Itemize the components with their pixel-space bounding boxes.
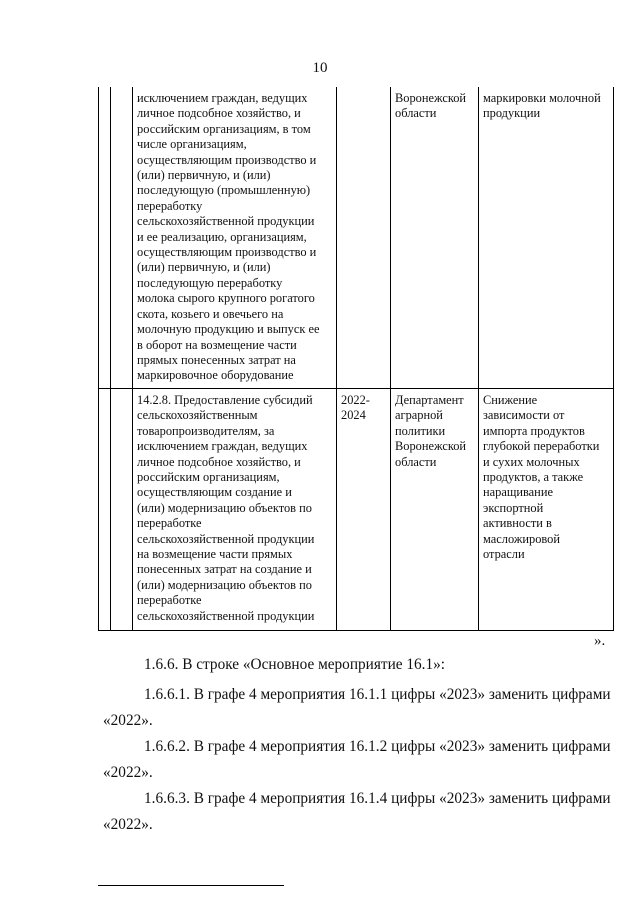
row2-executor-line: Воронежской bbox=[395, 439, 467, 454]
row2-result-line: импорта продуктов bbox=[483, 423, 585, 438]
paragraph-1-6-6-3-continuation: «2022». bbox=[103, 816, 153, 833]
table-border-left bbox=[98, 87, 99, 631]
paragraph-1-6-6: 1.6.6. В строке «Основное мероприятие 16.1»: bbox=[144, 656, 446, 673]
row2-result-line: экспортной bbox=[483, 500, 544, 515]
row2-description-line: 14.2.8. Предоставление субсидий bbox=[137, 393, 313, 407]
row1-description-line: маркировочное оборудование bbox=[137, 368, 294, 383]
row1-result bbox=[483, 91, 601, 122]
row1-description-line: и ее реализацию, организациям, bbox=[137, 229, 307, 244]
row2-description-line: товаропроизводителям, за bbox=[137, 423, 275, 438]
paragraph-1-6-6-1-continuation: «2022». bbox=[103, 712, 153, 729]
row2-period-line: 2022- bbox=[341, 393, 370, 407]
row1-description-line: прямых понесенных затрат на bbox=[137, 352, 296, 367]
row1-description-line: (или) первичную, и (или) bbox=[137, 168, 271, 183]
row1-description-line: осуществляющим производство и bbox=[137, 152, 317, 167]
row2-executor bbox=[395, 393, 466, 470]
paragraph-1-6-6-2-continuation: «2022». bbox=[103, 764, 153, 781]
paragraph-1-6-6-2: 1.6.6.2. В графе 4 мероприятия 16.1.2 цифры «2023» заменить цифрами bbox=[144, 738, 611, 755]
row2-executor-line: аграрной bbox=[395, 408, 443, 423]
row1-result-line: маркировки молочной bbox=[483, 91, 601, 105]
row1-description-line: (или) первичную, и (или) bbox=[137, 260, 271, 275]
row2-result bbox=[483, 393, 599, 562]
program-table bbox=[98, 87, 614, 631]
row2-result-line: масложировой bbox=[483, 531, 560, 546]
row2-period bbox=[341, 393, 370, 424]
row2-result-line: Снижение bbox=[483, 393, 538, 407]
closing-quote: ». bbox=[594, 633, 606, 649]
row1-description bbox=[137, 91, 320, 384]
table-border-col5 bbox=[478, 87, 479, 631]
row1-executor bbox=[395, 91, 466, 122]
table-border-col4 bbox=[390, 87, 391, 631]
row2-description-line: сельскохозяйственной продукции bbox=[137, 531, 315, 546]
paragraph-1-6-6-1: 1.6.6.1. В графе 4 мероприятия 16.1.1 цифры «2023» заменить цифрами bbox=[144, 686, 611, 703]
row1-description-line: скота, козьего и овечьего на bbox=[137, 306, 284, 321]
table-row-divider bbox=[98, 388, 614, 389]
row1-result-line: продукции bbox=[483, 106, 541, 121]
row2-result-line: зависимости от bbox=[483, 408, 565, 423]
page-number: 10 bbox=[312, 60, 328, 76]
row2-description bbox=[137, 393, 314, 624]
row1-description-line: в оборот на возмещение части bbox=[137, 337, 297, 352]
row1-executor-line: области bbox=[395, 106, 437, 121]
row2-result-line: отрасли bbox=[483, 547, 525, 562]
row2-description-line: (или) модернизацию объектов по bbox=[137, 500, 312, 515]
row2-executor-line: области bbox=[395, 454, 437, 469]
row1-executor-line: Воронежской bbox=[395, 91, 467, 105]
row1-description-line: переработку bbox=[137, 198, 203, 213]
row1-description-line: числе организациям, bbox=[137, 137, 247, 152]
row2-description-line: сельскохозяйственной продукции bbox=[137, 608, 315, 623]
paragraph-1-6-6-3: 1.6.6.3. В графе 4 мероприятия 16.1.4 цифры «2023» заменить цифрами bbox=[144, 790, 611, 807]
row1-description-line: сельскохозяйственной продукции bbox=[137, 214, 315, 229]
row2-description-line: осуществляющим создание и bbox=[137, 485, 292, 500]
row1-description-line: исключением граждан, ведущих bbox=[137, 91, 308, 105]
row2-result-line: и сухих молочных bbox=[483, 454, 580, 469]
row2-description-line: (или) модернизацию объектов по bbox=[137, 577, 312, 592]
table-border-col2 bbox=[132, 87, 133, 631]
row2-result-line: активности в bbox=[483, 516, 552, 531]
table-border-col1 bbox=[110, 87, 111, 631]
row1-description-line: российским организациям, в том bbox=[137, 121, 311, 136]
row2-result-line: глубокой переработки bbox=[483, 439, 600, 454]
row1-description-line: молочную продукцию и выпуск ее bbox=[137, 322, 320, 337]
row2-description-line: переработке bbox=[137, 516, 202, 531]
row2-description-line: исключением граждан, ведущих bbox=[137, 439, 308, 454]
row2-executor-line: Департамент bbox=[395, 393, 464, 407]
table-bottom-border bbox=[98, 630, 614, 631]
row2-executor-line: политики bbox=[395, 423, 446, 438]
table-border-right bbox=[613, 87, 614, 631]
row1-description-line: последующую переработку bbox=[137, 275, 283, 290]
row2-description-line: на возмещение части прямых bbox=[137, 547, 293, 562]
row1-description-line: личное подсобное хозяйство, и bbox=[137, 106, 301, 121]
row2-description-line: российским организациям, bbox=[137, 470, 280, 485]
row2-description-line: переработке bbox=[137, 593, 202, 608]
row1-description-line: осуществляющим производство и bbox=[137, 245, 317, 260]
row1-description-line: молока сырого крупного рогатого bbox=[137, 291, 315, 306]
row2-result-line: наращивание bbox=[483, 485, 553, 500]
footer-rule bbox=[98, 885, 284, 886]
row1-description-line: последующую (промышленную) bbox=[137, 183, 311, 198]
row2-result-line: продуктов, а также bbox=[483, 470, 584, 485]
row2-period-line: 2024 bbox=[341, 408, 366, 423]
table-border-col3 bbox=[336, 87, 337, 631]
row2-description-line: личное подсобное хозяйство, и bbox=[137, 454, 301, 469]
row2-description-line: понесенных затрат на создание и bbox=[137, 562, 312, 577]
row2-description-line: сельскохозяйственным bbox=[137, 408, 258, 423]
